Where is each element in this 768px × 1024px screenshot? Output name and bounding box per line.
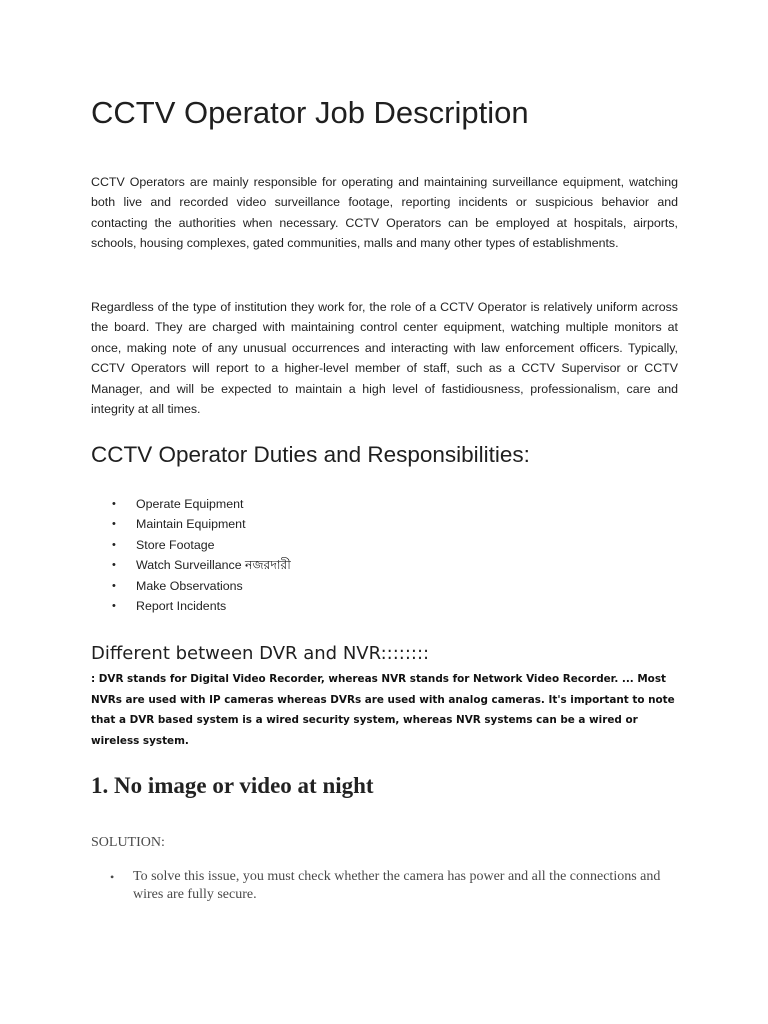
bullet-icon: • <box>112 559 116 572</box>
solution-text: To solve this issue, you must check whether the camera has power and all the connections and wires are fully secure. <box>133 869 661 902</box>
solution-label: SOLUTION: <box>91 835 165 850</box>
bullet-icon: • <box>112 498 116 510</box>
bullet-icon: • <box>112 579 116 592</box>
solution-list <box>91 868 691 904</box>
intro-paragraph-2: Regardless of the type of institution they work for, the role of a CCTV Operator is relatively uniform across the board. They are charged with maintaining control center equipment, watching multiple monitors at once, making note of any unusual occurrences and interacting with law enforcement officers. Typically, CCTV Operators will report to a higher-level member of staff, such as a CCTV Supervisor or CCTV Manager, and will be expected to maintain a high level of fastidiousness, professionalism, care and integrity at all times. <box>91 300 678 417</box>
duties-list <box>91 494 291 616</box>
duty-label: Maintain Equipment <box>136 517 246 532</box>
dvr-nvr-heading: Different between DVR and NVR:::::::: <box>91 643 430 664</box>
list-item <box>91 535 291 555</box>
list-item <box>91 576 291 596</box>
list-item <box>91 494 291 514</box>
duty-label: Report Incidents <box>136 598 227 613</box>
issue-heading: 1. No image or video at night <box>91 773 374 798</box>
duties-heading: CCTV Operator Duties and Responsibilities: <box>91 442 530 467</box>
duty-label: Store Footage <box>136 537 215 552</box>
bullet-icon: • <box>112 538 116 551</box>
list-item <box>91 514 291 534</box>
list-item <box>91 596 291 616</box>
page-title: CCTV Operator Job Description <box>91 95 529 130</box>
bullet-icon: • <box>112 518 116 531</box>
dvr-nvr-paragraph: : DVR stands for Digital Video Recorder, whereas NVR stands for Network Video Recorder. ... Most NVRs are used with IP cameras whereas DVRs are used with analog cameras. It's important to note that a DVR based system is a wired security system, whereas NVR systems can be a wired or wireless system. <box>91 673 675 747</box>
duty-label: Operate Equipment <box>136 497 244 511</box>
duty-label: Make Observations <box>136 578 243 593</box>
duty-label: Watch Surveillance নজরদারী <box>136 558 291 573</box>
intro-paragraph-1: CCTV Operators are mainly responsible for operating and maintaining surveillance equipment, watching both live and recorded video surveillance footage, reporting incidents or suspicious behavior and contacting the authorities when necessary. CCTV Operators can be employed at hospitals, airports, schools, housing complexes, gated communities, malls and many other types of establishments. <box>91 175 678 251</box>
list-item <box>91 868 691 904</box>
bullet-icon: • <box>112 599 116 612</box>
list-item <box>91 555 291 575</box>
bullet-icon: • <box>110 870 115 884</box>
